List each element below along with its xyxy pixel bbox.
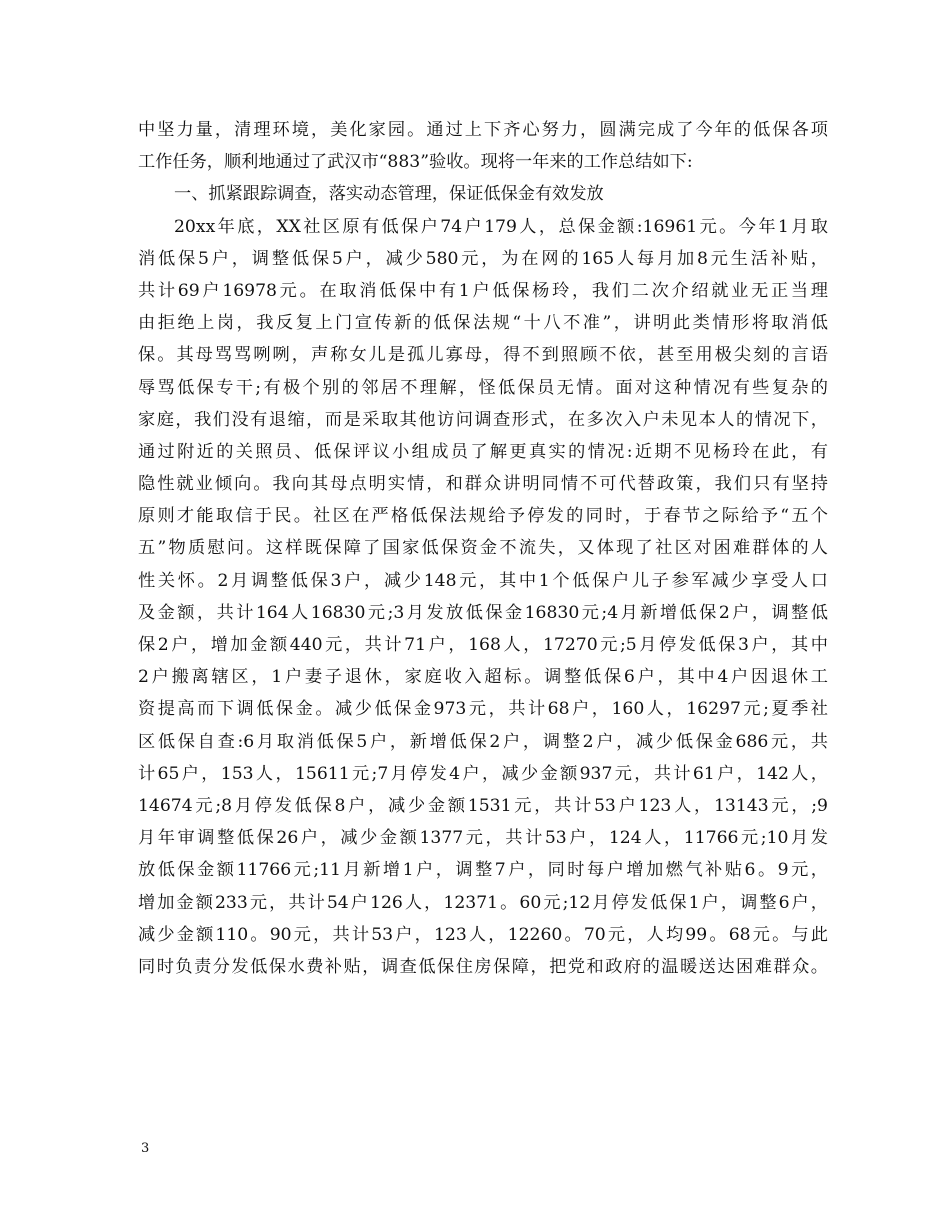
body-text — [138, 114, 828, 983]
text-line: 增加金额233元，共计54户126人，12371。60元;12月停发低保1户，调整6户， — [138, 892, 828, 913]
text-line: 由拒绝上岗，我反复上门宣传新的低保法规“十八不准”，讲明此类情形将取消低 — [138, 313, 828, 334]
text-line: 2户搬离辖区，1户妻子退休，家庭收入超标。调整低保6户，其中4户因退休工 — [138, 667, 828, 688]
text-line: 减少金额110。90元，共计53户，123人，12260。70元，人均99。68元。与此 — [138, 924, 828, 945]
text-line: 及金额，共计164人16830元;3月发放低保金16830元;4月新增低保2户，调整低 — [138, 602, 828, 623]
text-line: 中坚力量，清理环境，美化家园。通过上下齐心努力，圆满完成了今年的低保各项 — [138, 120, 828, 140]
text-line: 五”物质慰问。这样既保障了国家低保资金不流失，又体现了社区对困难群体的人 — [138, 538, 828, 559]
text-line: 家庭，我们没有退缩，而是采取其他访问调查形式，在多次入户未见本人的情况下， — [138, 409, 828, 430]
text-line: 消低保5户，调整低保5户，减少580元，为在网的165人每月加8元生活补贴， — [138, 248, 828, 269]
text-line: 共计69户16978元。在取消低保中有1户低保杨玲，我们二次介绍就业无正当理 — [138, 280, 828, 301]
text-line: 14674元;8月停发低保8户，减少金额1531元，共计53户123人，13143元，;9 — [138, 795, 828, 816]
text-line: 同时负责分发低保水费补贴，调查低保住房保障，把党和政府的温暖送达困难群众。 — [138, 956, 828, 977]
page-number: 3 — [141, 1141, 150, 1156]
text-line: 保。其母骂骂咧咧，声称女儿是孤儿寡母，得不到照顾不依，甚至用极尖刻的言语 — [138, 345, 828, 366]
text-line: 20xx年底，XX社区原有低保户74户179人，总保金额:16961元。今年1月取 — [174, 216, 828, 237]
text-line: 原则才能取信于民。社区在严格低保法规给予停发的同时，于春节之际给予“五个 — [138, 506, 828, 527]
text-line: 性关怀。2月调整低保3户，减少148元，其中1个低保户儿子参军减少享受人口 — [138, 570, 828, 591]
text-line: 区低保自查:6月取消低保5户，新增低保2户，调整2户，减少低保金686元，共 — [138, 731, 828, 752]
text-line: 计65户，153人，15611元;7月停发4户，减少金额937元，共计61户，142人， — [138, 763, 828, 784]
text-line: 资提高而下调低保金。减少低保金973元，共计68户，160人，16297元;夏季社 — [138, 699, 828, 720]
text-line: 通过附近的关照员、低保评议小组成员了解更真实的情况:近期不见杨玲在此，有 — [138, 441, 828, 462]
text-line: 放低保金额11766元;11月新增1户，调整7户，同时每户增加燃气补贴6。9元， — [138, 860, 828, 881]
text-line: 工作任务，顺利地通过了武汉市“883”验收。现将一年来的工作总结如下: — [138, 152, 693, 173]
section-heading: 一、抓紧跟踪调查，落实动态管理，保证低保金有效发放 — [174, 184, 604, 205]
text-line: 保2户，增加金额440元，共计71户，168人，17270元;5月停发低保3户，其中 — [138, 635, 828, 655]
text-line: 辱骂低保专干;有极个别的邻居不理解，怪低保员无情。面对这种情况有些复杂的 — [138, 377, 828, 398]
text-line: 月年审调整低保26户，减少金额1377元，共计53户，124人，11766元;10月发 — [138, 828, 828, 849]
text-line: 隐性就业倾向。我向其母点明实情，和群众讲明同情不可代替政策，我们只有坚持 — [138, 474, 828, 495]
